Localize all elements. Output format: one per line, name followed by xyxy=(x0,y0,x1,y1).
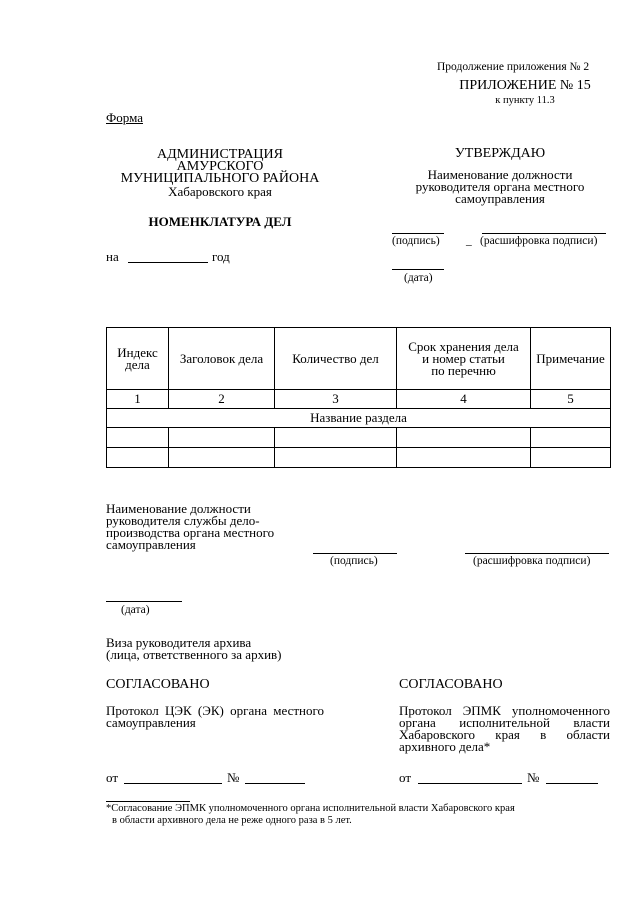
agreed-right-date-line xyxy=(418,783,522,784)
agreed-left-number-line xyxy=(245,783,305,784)
head-date-caption: (дата) xyxy=(121,604,150,616)
form-label: Форма xyxy=(106,110,143,125)
section-name-cell: Название раздела xyxy=(107,409,611,428)
agreed-left-title: СОГЛАСОВАНО xyxy=(106,677,210,692)
approve-title: УТВЕРЖДАЮ xyxy=(454,146,546,161)
org-line-1: АДМИНИСТРАЦИЯ xyxy=(157,147,283,162)
table-cell xyxy=(107,448,169,468)
agreed-left-number-sign: № xyxy=(227,770,240,785)
head-line-3: производства органа местного xyxy=(106,525,275,540)
agreed-right-from: от xyxy=(399,770,412,785)
head-signature-line xyxy=(313,553,397,554)
table-number-row xyxy=(107,390,611,409)
year-blank-line xyxy=(128,262,208,263)
table-section-row xyxy=(107,409,611,428)
table-cell xyxy=(107,428,169,448)
col-number: 4 xyxy=(397,390,531,409)
table-row xyxy=(107,428,611,448)
table-cell xyxy=(531,448,611,468)
head-line-4: самоуправления xyxy=(106,537,196,552)
archive-visa-line-2: (лица, ответственного за архив) xyxy=(106,647,282,662)
approve-dash: _ xyxy=(466,235,472,247)
agreed-left-from: от xyxy=(106,770,119,785)
head-line-2: руководителя службы дело- xyxy=(106,513,260,528)
table-cell xyxy=(397,448,531,468)
approve-line-3: самоуправления xyxy=(455,191,545,206)
table-cell xyxy=(275,428,397,448)
header-count: Количество дел xyxy=(275,328,397,390)
head-line-1: Наименование должности xyxy=(106,501,251,516)
approve-date-caption: (дата) xyxy=(404,272,433,284)
header-index: Индекс дела xyxy=(107,328,169,390)
approve-line-2: руководителя органа местного xyxy=(415,179,585,194)
head-date-line xyxy=(106,601,182,602)
org-line-3: МУНИЦИПАЛЬНОГО РАЙОНА xyxy=(120,171,320,186)
head-decoding-line xyxy=(465,553,609,554)
footnote-line-1: *Согласование ЭПМК уполномоченного органа исполнительной власти Хабаровского края xyxy=(106,803,515,814)
table-cell xyxy=(275,448,397,468)
approve-line-1: Наименование должности xyxy=(427,167,573,182)
appendix-clause: к пункту 11.3 xyxy=(495,95,555,106)
org-line-2: АМУРСКОГО xyxy=(176,159,264,174)
year-suffix: год xyxy=(212,249,230,264)
approve-decoding-caption: (расшифровка подписи) xyxy=(480,235,598,247)
col-number: 5 xyxy=(531,390,611,409)
header-retention: Срок хранения дела и номер статьи по перечню xyxy=(397,328,531,390)
footnote-line-2: в области архивного дела не реже одного раза в 5 лет. xyxy=(112,815,352,826)
header-title: Заголовок дела xyxy=(169,328,275,390)
agreed-right-number-line xyxy=(546,783,598,784)
col-number: 2 xyxy=(169,390,275,409)
col-number: 1 xyxy=(107,390,169,409)
archive-visa-line-1: Виза руководителя архива xyxy=(106,635,252,650)
year-prefix: на xyxy=(106,249,119,264)
approve-decoding-line xyxy=(482,233,606,234)
table-cell xyxy=(397,428,531,448)
col-number: 3 xyxy=(275,390,397,409)
table-header-row xyxy=(107,328,611,390)
continuation-note: Продолжение приложения № 2 xyxy=(437,61,590,73)
approve-signature-line xyxy=(392,233,444,234)
agreed-right-title: СОГЛАСОВАНО xyxy=(399,677,503,692)
head-decoding-caption: (расшифровка подписи) xyxy=(473,555,591,567)
table-row xyxy=(107,448,611,468)
table-cell xyxy=(169,428,275,448)
agreed-left-date-line xyxy=(124,783,222,784)
org-line-4: Хабаровского края xyxy=(168,184,272,199)
agreed-right-text: Протокол ЭПМК уполномоченного органа исполнительной власти Хабаровского края в области архивного дела* xyxy=(399,703,610,754)
table-cell xyxy=(531,428,611,448)
approve-signature-caption: (подпись) xyxy=(392,235,440,247)
table-cell xyxy=(169,448,275,468)
footnote-separator xyxy=(106,801,190,802)
head-signature-caption: (подпись) xyxy=(330,555,378,567)
nomenclature-table xyxy=(106,327,611,468)
appendix-title: ПРИЛОЖЕНИЕ № 15 xyxy=(459,78,591,93)
document-title: НОМЕНКЛАТУРА ДЕЛ xyxy=(148,214,292,229)
header-note: Примечание xyxy=(531,328,611,390)
approve-date-line xyxy=(392,269,444,270)
agreed-left-text: Протокол ЦЭК (ЭК) органа местного самоуправления xyxy=(106,703,324,730)
agreed-right-number-sign: № xyxy=(527,770,540,785)
